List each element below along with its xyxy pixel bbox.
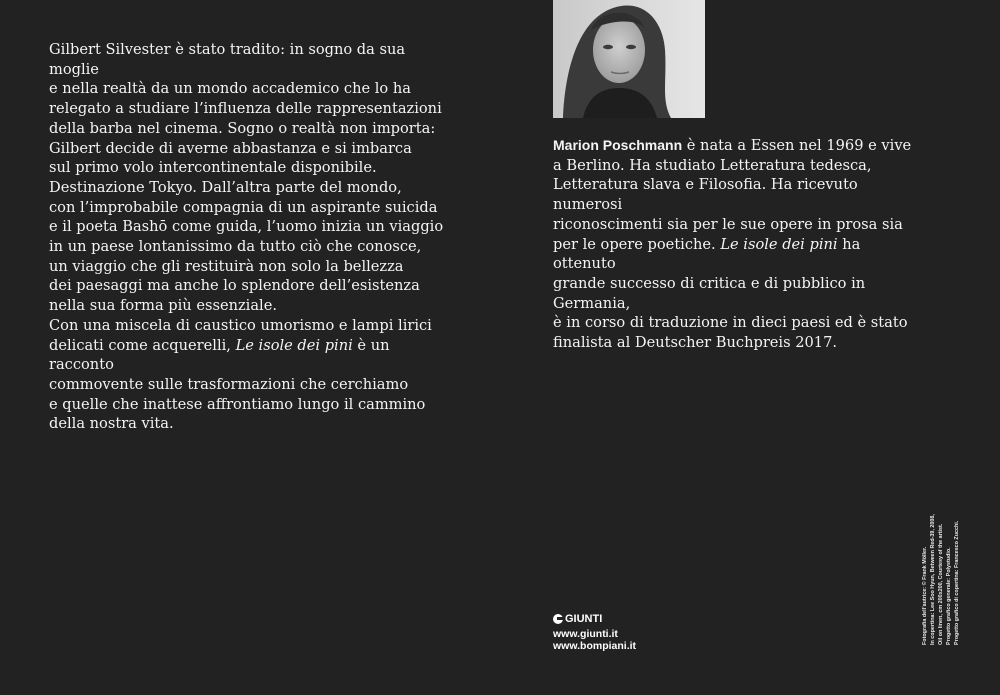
credit-line: In copertina: Lee Soo Hyun, Between Red-39, 2008, — [930, 514, 936, 645]
bio-line: a Berlino. Ha studiato Letteratura tedesca, — [553, 156, 872, 174]
blurb-text: è un racconto — [49, 336, 390, 374]
blurb-line: nella sua forma più essenziale. — [49, 297, 277, 315]
blurb-text: delicati come acquerelli, — [49, 336, 236, 354]
publisher-url-giunti: www.giunti.it — [553, 628, 618, 640]
publisher-logo — [553, 612, 636, 626]
blurb-line: commovente sulle trasformazioni che cerchiamo — [49, 375, 409, 393]
credit-line: Progetto grafico generale: Polystudio. — [946, 547, 952, 645]
publisher-logo-text: GIUNTI — [565, 613, 603, 625]
blurb-line: con l’improbabile compagnia di un aspirante suicida — [49, 198, 438, 216]
author-bio — [553, 136, 913, 353]
blurb-line: dei paesaggi ma anche lo splendore dell’esistenza — [49, 277, 420, 295]
bio-line — [553, 136, 913, 156]
blurb-line: Gilbert Silvester è stato tradito: in sogno da sua moglie — [49, 41, 406, 78]
blurb-line: della nostra vita. — [49, 415, 174, 433]
blurb-line: un viaggio che gli restituirà non solo la bellezza — [49, 257, 404, 275]
credit-line: Oil on linen, cm 200x200, Courtesy of the artist. — [938, 523, 944, 645]
author-portrait-image — [553, 0, 705, 118]
bio-line: grande successo di critica e di pubblico in Germania, — [553, 274, 866, 312]
credit-line: Fotografia dell’autrice: © Frank Möller. — [922, 546, 928, 645]
blurb-line: della barba nel cinema. Sogno o realtà non importa: — [49, 119, 436, 137]
blurb-line-with-title — [49, 336, 449, 375]
bio-line: è in corso di traduzione in dieci paesi ed è stato — [553, 314, 908, 332]
book-title-italic: Le isole dei pini — [720, 235, 838, 253]
credits-block — [921, 512, 965, 645]
blurb-line: e quelle che inattese affrontiamo lungo il cammino — [49, 395, 426, 413]
bio-line-with-title — [553, 235, 913, 274]
blurb-line: Con una miscela di caustico umorismo e lampi lirici — [49, 316, 432, 334]
author-name: Marion Poschmann — [553, 137, 683, 153]
bio-text: per le opere poetiche. — [553, 235, 721, 253]
bio-line: finalista al Deutscher Buchpreis 2017. — [553, 334, 838, 352]
bio-text: è nata a Essen nel 1969 e vive — [682, 137, 912, 154]
blurb-line: relegato a studiare l’influenza delle rappresentazioni — [49, 100, 442, 118]
publisher-url-bompiani: www.bompiani.it — [553, 640, 637, 652]
blurb-line: e nella realtà da un mondo accademico che lo ha — [49, 80, 411, 98]
blurb-line: Destinazione Tokyo. Dall’altra parte del mondo, — [49, 178, 402, 196]
blurb-line: Gilbert decide di averne abbastanza e si imbarca — [49, 139, 412, 157]
giunti-logo-icon — [553, 614, 563, 624]
blurb-line: in un paese lontanissimo da tutto ciò che conosce, — [49, 238, 422, 256]
author-photo — [553, 0, 705, 118]
credits-rotated-text — [921, 512, 965, 645]
credit-line: Progetto grafico di copertina: Francesco Zucchi. — [954, 520, 960, 645]
bio-text: ha ottenuto — [553, 235, 861, 273]
bio-line: riconoscimenti sia per le sue opere in prosa sia — [553, 215, 903, 233]
blurb-line: e il poeta Bashō come guida, l’uomo inizia un viaggio — [49, 218, 444, 236]
book-title-italic: Le isole dei pini — [235, 336, 353, 354]
publisher-block — [553, 612, 636, 652]
blurb-line: sul primo volo intercontinentale disponibile. — [49, 159, 377, 177]
book-blurb — [49, 40, 449, 434]
bio-line: Letteratura slava e Filosofia. Ha ricevuto numerosi — [553, 176, 858, 214]
